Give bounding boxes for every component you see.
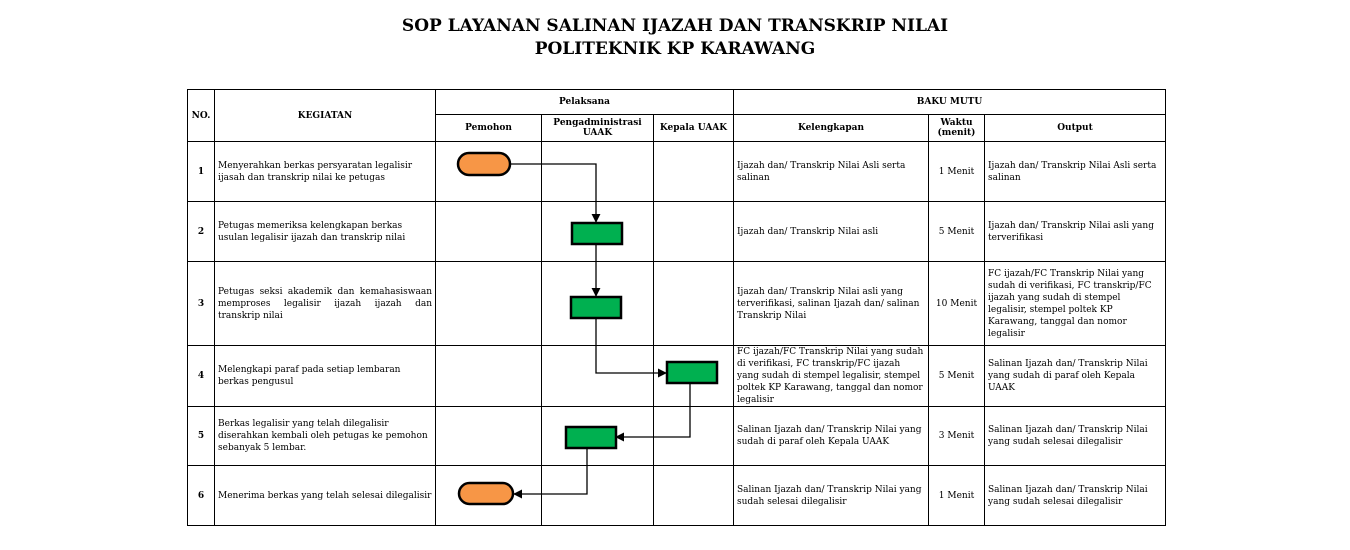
header-pengadministrasi: Pengadministrasi UAAK <box>542 115 654 142</box>
row-kegiatan: Berkas legalisir yang telah dilegalisir diserahkan kembali oleh petugas ke pemohon sebanyak 5 lembar. <box>215 407 436 466</box>
row-waktu: 5 Menit <box>929 346 985 407</box>
row-number: 4 <box>188 346 215 407</box>
row-number: 3 <box>188 262 215 346</box>
row-kegiatan: Melengkapi paraf pada setiap lembaran berkas pengusul <box>215 346 436 407</box>
lane-kepala <box>654 142 734 202</box>
header-output: Output <box>985 115 1166 142</box>
lane-pemohon <box>436 142 542 202</box>
row-output: Ijazah dan/ Transkrip Nilai asli yang terverifikasi <box>985 202 1166 262</box>
lane-kepala <box>654 346 734 407</box>
row-output: FC ijazah/FC Transkrip Nilai yang sudah di verifikasi, FC transkrip/FC ijazah yang sudah di stempel legalisir, stempel poltek KP Karawang, tanggal dan nomor legalisir <box>985 262 1166 346</box>
lane-pengadministrasi <box>542 346 654 407</box>
table-row <box>188 142 1166 202</box>
row-kelengkapan: Ijazah dan/ Transkrip Nilai asli yang terverifikasi, salinan Ijazah dan/ salinan Transkrip Nilai <box>734 262 929 346</box>
lane-pengadministrasi <box>542 407 654 466</box>
row-kelengkapan: Salinan Ijazah dan/ Transkrip Nilai yang sudah selesai dilegalisir <box>734 466 929 526</box>
lane-pemohon <box>436 466 542 526</box>
row-waktu: 10 Menit <box>929 262 985 346</box>
lane-pemohon <box>436 407 542 466</box>
lane-pengadministrasi <box>542 262 654 346</box>
row-kegiatan: Petugas seksi akademik dan kemahasiswaan memproses legalisir ijazah ijazah dan transkrip nilai <box>215 262 436 346</box>
row-output: Ijazah dan/ Transkrip Nilai Asli serta salinan <box>985 142 1166 202</box>
table-row <box>188 407 1166 466</box>
lane-pemohon <box>436 202 542 262</box>
header-kelengkapan: Kelengkapan <box>734 115 929 142</box>
row-kelengkapan: Ijazah dan/ Transkrip Nilai Asli serta salinan <box>734 142 929 202</box>
row-number: 5 <box>188 407 215 466</box>
lane-pengadministrasi <box>542 142 654 202</box>
row-kegiatan: Menerima berkas yang telah selesai dilegalisir <box>215 466 436 526</box>
row-kelengkapan: Salinan Ijazah dan/ Transkrip Nilai yang sudah di paraf oleh Kepala UAAK <box>734 407 929 466</box>
lane-pemohon <box>436 262 542 346</box>
row-output: Salinan Ijazah dan/ Transkrip Nilai yang sudah di paraf oleh Kepala UAAK <box>985 346 1166 407</box>
row-output: Salinan Ijazah dan/ Transkrip Nilai yang sudah selesai dilegalisir <box>985 407 1166 466</box>
row-number: 1 <box>188 142 215 202</box>
header-waktu: Waktu (menit) <box>929 115 985 142</box>
header-kegiatan: KEGIATAN <box>215 90 436 142</box>
header-no: NO. <box>188 90 215 142</box>
header-baku-mutu: BAKU MUTU <box>734 90 1166 115</box>
row-kegiatan: Menyerahkan berkas persyaratan legalisir ijasah dan transkrip nilai ke petugas <box>215 142 436 202</box>
row-kegiatan: Petugas memeriksa kelengkapan berkas usulan legalisir ijazah dan transkrip nilai <box>215 202 436 262</box>
lane-kepala <box>654 202 734 262</box>
page-title: SOP LAYANAN SALINAN IJAZAH DAN TRANSKRIP NILAI <box>401 16 949 36</box>
table-row <box>188 466 1166 526</box>
row-kelengkapan: FC ijazah/FC Transkrip Nilai yang sudah di verifikasi, FC transkrip/FC ijazah yang sudah di stempel legalisir, stempel poltek KP Karawang, tanggal dan nomor legalisir <box>734 346 929 407</box>
lane-pemohon <box>436 346 542 407</box>
lane-kepala <box>654 407 734 466</box>
row-waktu: 1 Menit <box>929 466 985 526</box>
row-kelengkapan: Ijazah dan/ Transkrip Nilai asli <box>734 202 929 262</box>
lane-kepala <box>654 466 734 526</box>
row-waktu: 1 Menit <box>929 142 985 202</box>
row-number: 2 <box>188 202 215 262</box>
row-waktu: 3 Menit <box>929 407 985 466</box>
sop-table <box>187 89 1166 526</box>
lane-kepala <box>654 262 734 346</box>
page-subtitle: POLITEKNIK KP KARAWANG <box>534 39 816 59</box>
header-pelaksana: Pelaksana <box>436 90 734 115</box>
row-number: 6 <box>188 466 215 526</box>
table-row <box>188 262 1166 346</box>
lane-pengadministrasi <box>542 466 654 526</box>
header-pemohon: Pemohon <box>436 115 542 142</box>
table-row <box>188 202 1166 262</box>
header-kepala: Kepala UAAK <box>654 115 734 142</box>
table-row <box>188 346 1166 407</box>
lane-pengadministrasi <box>542 202 654 262</box>
row-waktu: 5 Menit <box>929 202 985 262</box>
row-output: Salinan Ijazah dan/ Transkrip Nilai yang sudah selesai dilegalisir <box>985 466 1166 526</box>
